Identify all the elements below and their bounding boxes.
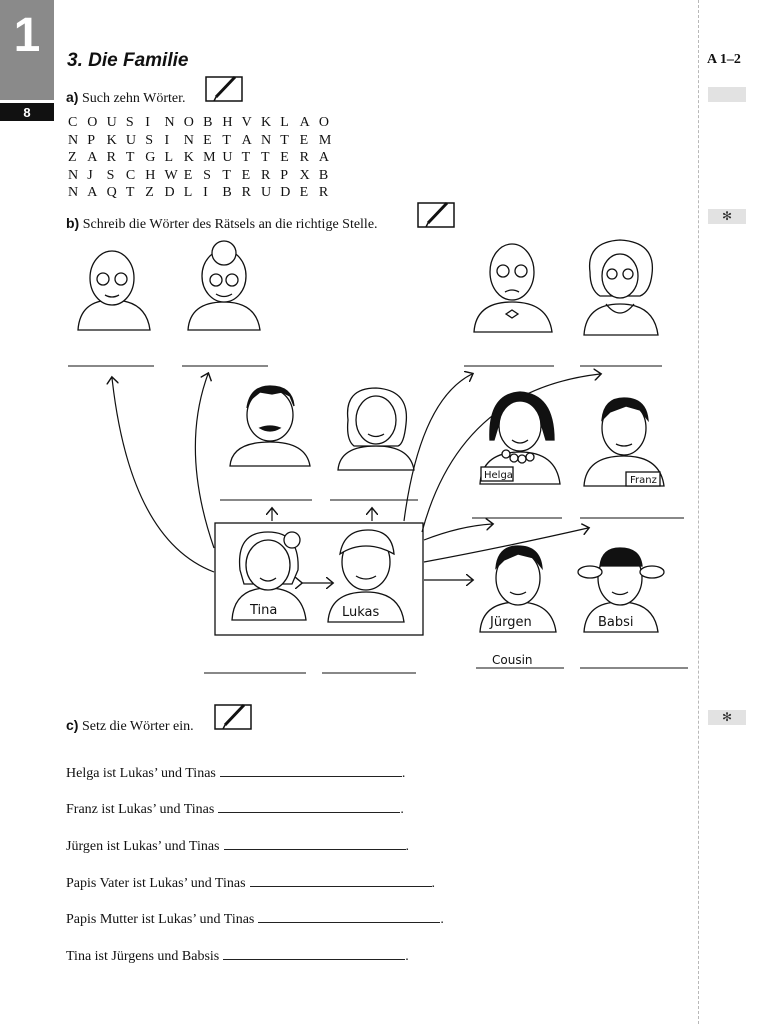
fill-sentence bbox=[66, 872, 435, 892]
grid-letter: U bbox=[260, 185, 272, 201]
grid-letter: N bbox=[164, 115, 175, 130]
fill-sentence bbox=[66, 945, 409, 965]
grid-letter: E bbox=[280, 150, 289, 166]
grid-letter: C bbox=[125, 167, 136, 183]
grid-letter: T bbox=[222, 167, 231, 183]
fill-sentence bbox=[66, 798, 404, 818]
grid-letter: Z bbox=[145, 185, 154, 201]
task-a-letter: a) bbox=[66, 89, 79, 105]
sentence-end: . bbox=[400, 802, 404, 817]
grid-letter: T bbox=[125, 185, 135, 201]
grid-letter: N bbox=[68, 132, 79, 148]
grid-letter: N bbox=[68, 185, 79, 201]
grid-letter: O bbox=[87, 115, 98, 130]
grid-letter: P bbox=[87, 132, 96, 148]
grid-letter: Q bbox=[106, 185, 117, 201]
grid-letter: W bbox=[164, 167, 178, 183]
answer-blank[interactable] bbox=[218, 798, 400, 813]
grid-letter: R bbox=[241, 185, 252, 201]
grid-letter: A bbox=[299, 115, 310, 130]
grid-letter: U bbox=[222, 150, 233, 166]
margin-box-star: ✻ bbox=[708, 710, 746, 725]
grid-letter: I bbox=[145, 115, 150, 130]
mother-portrait bbox=[338, 388, 414, 470]
father-portrait bbox=[230, 386, 310, 466]
grid-letter: N bbox=[183, 132, 194, 148]
grandmother-right-portrait bbox=[584, 240, 658, 335]
grid-letter: T bbox=[241, 150, 251, 166]
grid-letter: H bbox=[145, 167, 156, 183]
grid-letter: R bbox=[318, 185, 329, 201]
grid-letter: M bbox=[318, 132, 332, 148]
grid-letter: N bbox=[260, 132, 272, 148]
grid-letter: S bbox=[106, 167, 115, 183]
sentence-text: Papis Mutter ist Lukas’ und Tinas bbox=[66, 912, 255, 927]
cousin-answer-example: Cousin bbox=[492, 653, 533, 667]
answer-blank[interactable] bbox=[223, 945, 405, 960]
grid-letter: T bbox=[260, 150, 270, 166]
sentence-text: Helga ist Lukas’ und Tinas bbox=[66, 766, 216, 781]
grid-letter: D bbox=[280, 185, 291, 201]
fill-sentence bbox=[66, 908, 444, 928]
grid-letter: E bbox=[203, 132, 212, 148]
grid-letter: B bbox=[318, 167, 329, 183]
answer-blank[interactable] bbox=[220, 762, 402, 777]
grid-letter: T bbox=[222, 132, 231, 148]
margin-box-star: ✻ bbox=[708, 209, 746, 224]
sentence-end: . bbox=[405, 839, 409, 854]
grid-letter: I bbox=[203, 185, 208, 201]
sentence-end: . bbox=[431, 876, 436, 891]
grid-letter: O bbox=[183, 115, 194, 130]
grandfather-right-portrait bbox=[474, 244, 552, 332]
grandmother-left-portrait bbox=[188, 241, 260, 330]
grid-letter: S bbox=[145, 132, 153, 148]
margin-box-blank bbox=[708, 87, 746, 102]
grandfather-left-portrait bbox=[78, 251, 150, 330]
grid-letter: C bbox=[68, 115, 78, 130]
grid-letter: A bbox=[87, 150, 98, 166]
grid-letter: E bbox=[299, 185, 309, 201]
juergen-name-label: Jürgen bbox=[490, 615, 532, 630]
chapter-number: 1 bbox=[13, 9, 41, 62]
tina-name-label: Tina bbox=[250, 603, 278, 618]
grid-letter: Z bbox=[68, 150, 77, 166]
grid-letter: R bbox=[299, 150, 309, 166]
grid-letter: A bbox=[241, 132, 252, 148]
margin-code: A 1–2 bbox=[707, 52, 741, 67]
franz-name-tag: Franz bbox=[630, 475, 657, 486]
helga-name-tag: Helga bbox=[484, 470, 513, 481]
grid-letter: G bbox=[145, 150, 156, 166]
grid-letter: J bbox=[87, 167, 93, 183]
task-b-letter: b) bbox=[66, 215, 80, 231]
grid-letter: T bbox=[280, 132, 289, 148]
sentence-end: . bbox=[440, 912, 444, 927]
grid-letter: E bbox=[299, 132, 309, 148]
grid-letter: K bbox=[183, 150, 194, 166]
grid-letter: L bbox=[280, 115, 289, 130]
grid-letter: N bbox=[68, 167, 79, 183]
pencil-icon bbox=[214, 701, 254, 731]
grid-letter: E bbox=[241, 167, 251, 183]
grid-letter: L bbox=[183, 185, 193, 201]
grid-letter: S bbox=[125, 115, 134, 130]
grid-letter: A bbox=[318, 150, 329, 166]
grid-letter: I bbox=[164, 132, 170, 148]
sentence-text: Papis Vater ist Lukas’ und Tinas bbox=[66, 876, 246, 891]
grid-letter: O bbox=[318, 115, 329, 130]
grid-letter: M bbox=[203, 150, 216, 166]
fill-sentence bbox=[66, 762, 405, 782]
answer-blank[interactable] bbox=[224, 835, 406, 850]
grid-letter: K bbox=[106, 132, 117, 148]
fill-sentence bbox=[66, 835, 409, 855]
answer-blank[interactable] bbox=[250, 872, 432, 887]
grid-letter: L bbox=[164, 150, 174, 166]
grid-letter: K bbox=[260, 115, 272, 130]
sentence-end: . bbox=[405, 949, 409, 964]
page-title: 3. Die Familie bbox=[67, 50, 189, 71]
grid-letter: X bbox=[299, 167, 310, 183]
grid-letter: S bbox=[203, 167, 211, 183]
task-b-text: Schreib die Wörter des Rätsels an die richtige Stelle. bbox=[82, 217, 378, 232]
page-number: 8 bbox=[0, 103, 54, 121]
task-c bbox=[66, 717, 194, 735]
grid-letter: E bbox=[183, 167, 193, 183]
task-a-text: Such zehn Wörter. bbox=[81, 91, 186, 106]
grid-letter: U bbox=[125, 132, 137, 148]
grid-letter: V bbox=[241, 115, 252, 130]
lukas-name-label: Lukas bbox=[342, 605, 380, 620]
task-c-text: Setz die Wörter ein. bbox=[81, 719, 194, 734]
answer-blank[interactable] bbox=[258, 908, 440, 923]
grid-letter: R bbox=[106, 150, 116, 166]
sentence-text: Franz ist Lukas’ und Tinas bbox=[66, 802, 215, 817]
grid-letter: R bbox=[260, 167, 271, 183]
grid-letter: T bbox=[125, 150, 135, 166]
grid-letter: B bbox=[222, 185, 232, 201]
grid-letter: B bbox=[203, 115, 213, 130]
grid-letter: U bbox=[106, 115, 117, 130]
sentence-end: . bbox=[401, 766, 406, 781]
uncle-franz-portrait bbox=[584, 398, 664, 486]
grid-letter: P bbox=[280, 167, 289, 183]
babsi-name-label: Babsi bbox=[598, 615, 634, 630]
sentence-text: Tina ist Jürgens und Babsis bbox=[66, 949, 220, 964]
grid-letter: H bbox=[222, 115, 233, 130]
sentence-text: Jürgen ist Lukas’ und Tinas bbox=[66, 839, 220, 854]
grid-letter: A bbox=[87, 185, 98, 201]
task-c-letter: c) bbox=[66, 717, 79, 733]
grid-letter: D bbox=[164, 185, 175, 201]
